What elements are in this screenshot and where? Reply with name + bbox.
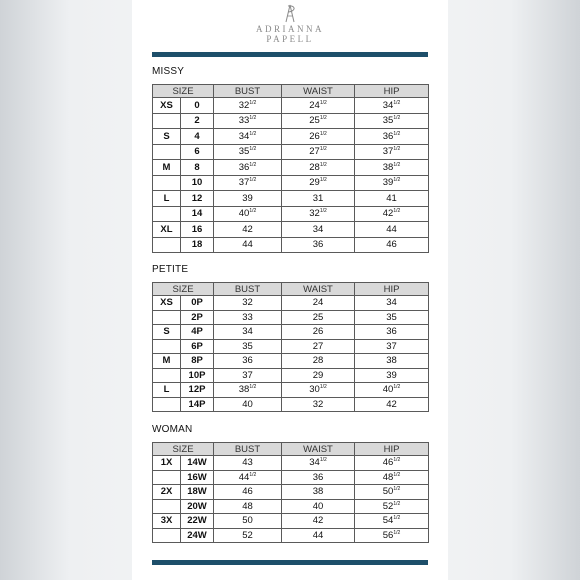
size-number-cell: 10	[181, 175, 214, 191]
hip-cell	[355, 354, 429, 369]
bust-cell	[214, 175, 282, 191]
bust-value: 36	[242, 355, 253, 367]
waist-value: 38	[312, 486, 324, 498]
bust-cell	[214, 113, 282, 129]
bust-cell	[214, 237, 282, 253]
bust-fraction: 1/2	[249, 161, 257, 168]
hip-value: 34	[386, 297, 397, 309]
waist-value: 29	[312, 369, 324, 381]
bust-cell	[214, 485, 282, 500]
bust-value: 34	[238, 130, 250, 142]
hip-value: 39	[386, 369, 397, 381]
hip-fraction: 1/2	[393, 457, 401, 464]
bust-fraction: 1/2	[249, 146, 257, 153]
hip-value: 56	[382, 529, 394, 541]
waist-cell	[282, 296, 355, 311]
hip-cell	[355, 296, 429, 311]
hip-value: 35	[382, 115, 394, 127]
hip-value: 50	[382, 486, 394, 498]
bust-cell	[214, 470, 282, 485]
bust-value: 40	[238, 208, 250, 220]
table-row	[153, 485, 429, 500]
table-header-row	[153, 283, 429, 296]
table-row	[153, 296, 429, 311]
bust-cell	[214, 456, 282, 471]
table-row	[153, 325, 429, 340]
table-row	[153, 222, 429, 238]
hip-value: 54	[382, 515, 394, 527]
bust-value: 33	[238, 115, 250, 127]
bust-fraction: 1/2	[249, 384, 257, 391]
hip-cell	[355, 206, 429, 222]
size-number-cell: 6	[181, 144, 214, 160]
waist-cell	[282, 528, 355, 543]
hip-value: 41	[386, 192, 397, 204]
hip-value: 40	[382, 384, 394, 396]
waist-value: 28	[309, 161, 320, 173]
size-group-cell: 1X	[153, 456, 181, 471]
bust-cell	[214, 129, 282, 145]
waist-value: 26	[312, 326, 324, 338]
size-group-cell: 3X	[153, 514, 181, 529]
hip-fraction: 1/2	[393, 384, 401, 391]
hip-value: 37	[386, 340, 397, 352]
hip-cell	[355, 160, 429, 176]
hip-value: 38	[382, 161, 394, 173]
hip-column-header: HIP	[355, 283, 429, 296]
waist-value: 34	[309, 457, 320, 469]
size-group-cell	[153, 397, 181, 412]
table-row	[153, 368, 429, 383]
hip-fraction: 1/2	[393, 500, 401, 507]
size-group-cell: M	[153, 354, 181, 369]
size-group-cell: XL	[153, 222, 181, 238]
waist-cell	[282, 206, 355, 222]
size-number-cell: 20W	[181, 499, 214, 514]
hip-value: 44	[386, 223, 397, 235]
size-number-cell: 8	[181, 160, 214, 176]
hip-fraction: 1/2	[393, 115, 401, 122]
bust-value: 44	[242, 239, 253, 251]
bust-cell	[214, 354, 282, 369]
hip-cell	[355, 485, 429, 500]
hip-fraction: 1/2	[393, 99, 401, 106]
hip-cell	[355, 339, 429, 354]
hip-value: 42	[386, 398, 397, 410]
table-row	[153, 129, 429, 145]
missy-size-table	[152, 84, 429, 253]
bust-value: 35	[242, 340, 253, 352]
hip-value: 48	[382, 471, 394, 483]
table-row	[153, 310, 429, 325]
waist-value: 25	[312, 311, 324, 323]
table-row	[153, 144, 429, 160]
waist-cell	[282, 368, 355, 383]
bust-cell	[214, 499, 282, 514]
size-number-cell: 0P	[181, 296, 214, 311]
size-group-cell: L	[153, 191, 181, 207]
hip-fraction: 1/2	[393, 529, 401, 536]
waist-value: 32	[312, 398, 324, 410]
bust-cell	[214, 368, 282, 383]
waist-value: 36	[312, 471, 324, 483]
size-group-cell	[153, 144, 181, 160]
woman-size-table	[152, 442, 429, 543]
size-group-cell	[153, 528, 181, 543]
bust-cell	[214, 514, 282, 529]
table-row	[153, 113, 429, 129]
hip-column-header: HIP	[355, 443, 429, 456]
size-number-cell: 4	[181, 129, 214, 145]
section-title-woman: WOMAN	[152, 424, 193, 435]
size-chart-sheet	[132, 0, 448, 580]
bust-fraction: 1/2	[249, 130, 257, 137]
hip-cell	[355, 237, 429, 253]
hip-cell	[355, 528, 429, 543]
waist-fraction: 1/2	[319, 115, 327, 122]
bust-value: 36	[238, 161, 250, 173]
bust-value: 52	[242, 529, 253, 541]
table-row	[153, 191, 429, 207]
hip-cell	[355, 222, 429, 238]
bust-value: 40	[242, 398, 253, 410]
waist-value: 44	[312, 529, 324, 541]
waist-value: 27	[309, 146, 320, 158]
bust-value: 33	[242, 311, 253, 323]
hip-cell	[355, 175, 429, 191]
bust-cell	[214, 339, 282, 354]
size-number-cell: 18	[181, 237, 214, 253]
waist-cell	[282, 113, 355, 129]
bust-fraction: 1/2	[249, 471, 257, 478]
size-number-cell: 14W	[181, 456, 214, 471]
bust-cell	[214, 383, 282, 398]
hip-cell	[355, 325, 429, 340]
hip-cell	[355, 456, 429, 471]
waist-cell	[282, 98, 355, 114]
waist-fraction: 1/2	[319, 99, 327, 106]
waist-cell	[282, 191, 355, 207]
brand-name-line2: PAPELL	[266, 34, 314, 44]
size-number-cell: 12	[181, 191, 214, 207]
table-row	[153, 206, 429, 222]
waist-fraction: 1/2	[319, 161, 327, 168]
bust-value: 37	[238, 177, 250, 189]
size-group-cell: L	[153, 383, 181, 398]
size-group-cell	[153, 310, 181, 325]
waist-column-header: WAIST	[282, 85, 355, 98]
table-row	[153, 383, 429, 398]
waist-cell	[282, 485, 355, 500]
size-number-cell: 14	[181, 206, 214, 222]
hip-cell	[355, 470, 429, 485]
size-group-cell	[153, 368, 181, 383]
bust-fraction: 1/2	[249, 115, 257, 122]
waist-value: 28	[312, 355, 324, 367]
bust-cell	[214, 144, 282, 160]
waist-fraction: 1/2	[319, 384, 327, 391]
bust-value: 42	[242, 223, 253, 235]
size-number-cell: 0	[181, 98, 214, 114]
bust-value: 46	[242, 486, 253, 498]
bust-value: 37	[242, 369, 253, 381]
size-group-cell: XS	[153, 98, 181, 114]
hip-value: 39	[382, 177, 394, 189]
table-row	[153, 354, 429, 369]
hip-value: 42	[382, 208, 394, 220]
size-number-cell: 16W	[181, 470, 214, 485]
table-row	[153, 397, 429, 412]
hip-value: 52	[382, 500, 394, 512]
waist-cell	[282, 129, 355, 145]
table-row	[153, 514, 429, 529]
waist-fraction: 1/2	[319, 177, 327, 184]
waist-cell	[282, 514, 355, 529]
hip-cell	[355, 397, 429, 412]
hip-value: 38	[386, 355, 397, 367]
size-group-cell: S	[153, 129, 181, 145]
hip-cell	[355, 368, 429, 383]
size-group-cell: XS	[153, 296, 181, 311]
table-row	[153, 98, 429, 114]
waist-cell	[282, 456, 355, 471]
size-number-cell: 24W	[181, 528, 214, 543]
bust-cell	[214, 191, 282, 207]
table-row	[153, 499, 429, 514]
size-group-cell	[153, 499, 181, 514]
waist-cell	[282, 175, 355, 191]
table-row	[153, 456, 429, 471]
waist-cell	[282, 310, 355, 325]
waist-value: 32	[309, 208, 320, 220]
hip-fraction: 1/2	[393, 177, 401, 184]
size-group-cell: 2X	[153, 485, 181, 500]
waist-fraction: 1/2	[319, 208, 327, 215]
waist-value: 36	[312, 239, 324, 251]
waist-cell	[282, 470, 355, 485]
section-title-petite: PETITE	[152, 264, 189, 275]
hip-fraction: 1/2	[393, 130, 401, 137]
header-rule	[152, 52, 428, 57]
bust-fraction: 1/2	[249, 99, 257, 106]
size-number-cell: 18W	[181, 485, 214, 500]
waist-value: 24	[309, 99, 320, 111]
hip-value: 36	[382, 130, 394, 142]
size-number-cell: 4P	[181, 325, 214, 340]
bust-cell	[214, 222, 282, 238]
bust-fraction: 1/2	[249, 177, 257, 184]
footer-rule	[152, 560, 428, 565]
hip-fraction: 1/2	[393, 486, 401, 493]
bust-value: 34	[242, 326, 253, 338]
waist-cell	[282, 354, 355, 369]
waist-cell	[282, 397, 355, 412]
hip-cell	[355, 191, 429, 207]
table-row	[153, 175, 429, 191]
brand-logo	[132, 2, 448, 44]
bust-cell	[214, 206, 282, 222]
bust-cell	[214, 397, 282, 412]
hip-fraction: 1/2	[393, 161, 401, 168]
waist-value: 30	[309, 384, 320, 396]
size-column-header: SIZE	[153, 443, 214, 456]
table-header-row	[153, 443, 429, 456]
waist-cell	[282, 499, 355, 514]
hip-fraction: 1/2	[393, 515, 401, 522]
waist-cell	[282, 160, 355, 176]
size-number-cell: 14P	[181, 397, 214, 412]
size-number-cell: 2P	[181, 310, 214, 325]
waist-cell	[282, 222, 355, 238]
waist-cell	[282, 339, 355, 354]
size-number-cell: 10P	[181, 368, 214, 383]
size-group-cell	[153, 206, 181, 222]
waist-cell	[282, 325, 355, 340]
hip-value: 46	[386, 239, 397, 251]
bust-value: 43	[242, 457, 253, 469]
brand-monogram-icon	[279, 2, 301, 24]
hip-cell	[355, 499, 429, 514]
waist-value: 40	[312, 500, 324, 512]
bust-value: 48	[242, 500, 253, 512]
bust-cell	[214, 160, 282, 176]
hip-cell	[355, 383, 429, 398]
hip-cell	[355, 144, 429, 160]
table-row	[153, 470, 429, 485]
bust-value: 44	[238, 471, 250, 483]
size-column-header: SIZE	[153, 85, 214, 98]
bust-cell	[214, 296, 282, 311]
hip-value: 37	[382, 146, 394, 158]
size-number-cell: 12P	[181, 383, 214, 398]
size-number-cell: 16	[181, 222, 214, 238]
size-group-cell: S	[153, 325, 181, 340]
hip-value: 35	[386, 311, 397, 323]
table-row	[153, 237, 429, 253]
bust-column-header: BUST	[214, 283, 282, 296]
size-number-cell: 8P	[181, 354, 214, 369]
table-row	[153, 339, 429, 354]
size-group-cell	[153, 175, 181, 191]
waist-fraction: 1/2	[319, 146, 327, 153]
size-group-cell	[153, 237, 181, 253]
hip-value: 34	[382, 99, 394, 111]
table-header-row	[153, 85, 429, 98]
hip-fraction: 1/2	[393, 146, 401, 153]
section-title-missy: MISSY	[152, 66, 185, 77]
hip-fraction: 1/2	[393, 471, 401, 478]
bust-value: 39	[242, 192, 253, 204]
bust-fraction: 1/2	[249, 208, 257, 215]
bust-column-header: BUST	[214, 85, 282, 98]
bust-value: 35	[238, 146, 250, 158]
waist-value: 26	[309, 130, 320, 142]
size-number-cell: 22W	[181, 514, 214, 529]
hip-cell	[355, 113, 429, 129]
bust-cell	[214, 528, 282, 543]
hip-cell	[355, 129, 429, 145]
waist-value: 34	[312, 223, 324, 235]
bust-value: 32	[242, 297, 253, 309]
waist-cell	[282, 237, 355, 253]
bust-column-header: BUST	[214, 443, 282, 456]
waist-value: 24	[312, 297, 324, 309]
waist-fraction: 1/2	[319, 457, 327, 464]
hip-column-header: HIP	[355, 85, 429, 98]
size-group-cell: M	[153, 160, 181, 176]
waist-fraction: 1/2	[319, 130, 327, 137]
waist-cell	[282, 383, 355, 398]
hip-value: 36	[386, 326, 397, 338]
size-group-cell	[153, 470, 181, 485]
size-column-header: SIZE	[153, 283, 214, 296]
size-number-cell: 2	[181, 113, 214, 129]
waist-value: 31	[312, 192, 324, 204]
table-row	[153, 160, 429, 176]
hip-cell	[355, 310, 429, 325]
table-row	[153, 528, 429, 543]
waist-value: 25	[309, 115, 320, 127]
waist-value: 29	[309, 177, 320, 189]
size-group-cell	[153, 113, 181, 129]
bust-value: 32	[238, 99, 250, 111]
bust-cell	[214, 310, 282, 325]
waist-column-header: WAIST	[282, 443, 355, 456]
hip-value: 46	[382, 457, 394, 469]
size-number-cell: 6P	[181, 339, 214, 354]
hip-cell	[355, 514, 429, 529]
hip-cell	[355, 98, 429, 114]
petite-size-table	[152, 282, 429, 412]
bust-value: 50	[242, 515, 253, 527]
bust-cell	[214, 325, 282, 340]
brand-name-line1: ADRIANNA	[256, 24, 324, 34]
waist-cell	[282, 144, 355, 160]
waist-value: 27	[312, 340, 324, 352]
size-group-cell	[153, 339, 181, 354]
waist-value: 42	[312, 515, 324, 527]
bust-value: 38	[238, 384, 250, 396]
bust-cell	[214, 98, 282, 114]
hip-fraction: 1/2	[393, 208, 401, 215]
waist-column-header: WAIST	[282, 283, 355, 296]
